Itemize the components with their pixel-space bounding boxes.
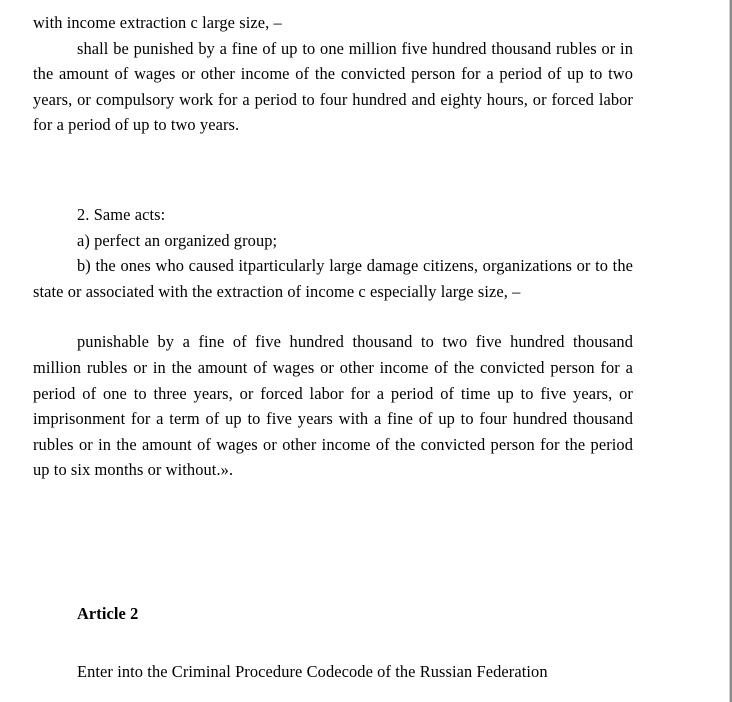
paragraph-punishment-second: punishable by a fine of five hundred thousand to two five hundred thousand million rubles or in the amount of wages or other income of the convicted person for a period of one to three years, or forced labor for a period of time up to five years, or imprisonment for a term of up to five years with a fine of up to four hundred thousand rubles or in the amount of wages or other income of the convicted person for the period up to six months or without.». [33, 332, 633, 480]
paragraph-clause-2-b: b) the ones who caused itparticularly large damage citizens, organizations or to the state or associated with the extraction of income c especially large size, – [33, 256, 633, 301]
paragraph-clause-2-heading: 2. Same acts: [77, 204, 166, 224]
spacer-before-article-heading [33, 483, 633, 601]
spacer-after-first-punishment [33, 138, 633, 202]
paragraph-opening-fragment: with income extraction c large size, – [33, 13, 282, 32]
spacer-before-second-punishment [33, 304, 633, 329]
document-text-column [33, 10, 633, 684]
paragraph-clause-2-a: a) perfect an organized group; [77, 230, 278, 250]
paragraph-punishment-first: shall be punished by a fine of up to one million five hundred thousand rubles or in the amount of wages or other income of the convicted person for a period of up to two years, or compulsory work for a period to four hundred and eighty hours, or forced labor for a period of up to two years. [33, 38, 633, 135]
spacer-after-article-heading [33, 627, 633, 659]
article-2-heading: Article 2 [77, 603, 139, 623]
paragraph-article-2-body: Enter into the Criminal Procedure Codecode of the Russian Federation [77, 661, 548, 681]
